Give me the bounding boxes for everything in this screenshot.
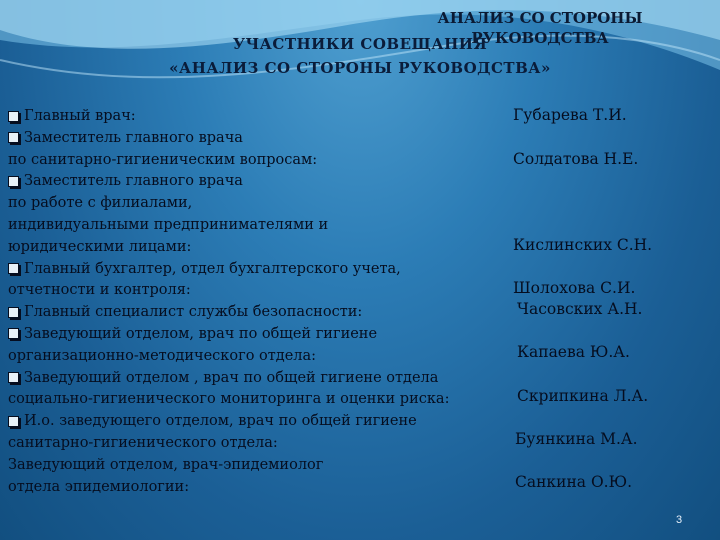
square-bullet-icon <box>8 372 19 383</box>
square-bullet-icon <box>8 263 19 274</box>
role-line: по санитарно-гигиеническим вопросам: <box>8 151 318 168</box>
role-line: санитарно-гигиенического отдела: <box>8 434 278 451</box>
role-line: отчетности и контроля: <box>8 282 191 299</box>
square-bullet-icon <box>8 416 19 427</box>
square-bullet-icon <box>8 176 19 187</box>
square-bullet-icon <box>8 111 19 122</box>
role-line: социально-гигиенического мониторинга и оценки риска: <box>8 391 450 408</box>
role-line: индивидуальными предпринимателями и <box>8 216 329 233</box>
header-right-title: АНАЛИЗ СО СТОРОНЫ РУКОВОДСТВА <box>437 9 643 47</box>
square-bullet-icon <box>8 328 19 339</box>
title-line-1: УЧАСТНИКИ СОВЕЩАНИЯ <box>232 35 488 53</box>
role-line: И.о. заведующего отделом, врач по общей гигиене <box>8 411 508 433</box>
role-line: по работе с филиалами, <box>8 195 193 212</box>
role-line: Заместитель главного врача <box>8 171 508 193</box>
page-title <box>100 32 620 80</box>
role-line: Заведующий отделом, врач по общей гигиене <box>8 324 508 346</box>
participant-name: Скрипкина Л.А. <box>517 387 649 405</box>
square-bullet-icon <box>8 132 19 143</box>
title-line-2: «АНАЛИЗ СО СТОРОНЫ РУКОВОДСТВА» <box>169 59 551 77</box>
participant-name: Часовских А.Н. <box>517 300 643 318</box>
participant-name: Кислинских С.Н. <box>513 236 653 254</box>
role-line: Главный бухгалтер, отдел бухгалтерского учета, <box>8 259 508 281</box>
participant-name: Шолохова С.И. <box>513 279 636 297</box>
participant-name: Капаева Ю.А. <box>517 343 630 361</box>
role-line: Заведующий отделом , врач по общей гигиене отдела <box>8 368 508 390</box>
square-bullet-icon <box>8 307 19 318</box>
participants-roles-list <box>8 106 508 498</box>
participant-name: Санкина О.Ю. <box>515 473 633 491</box>
participant-name: Губарева Т.И. <box>513 106 627 124</box>
participant-name: Солдатова Н.Е. <box>513 150 639 168</box>
role-line: юридическими лицами: <box>8 238 192 255</box>
role-line: организационно-методического отдела: <box>8 347 317 364</box>
participant-name: Буянкина М.А. <box>515 430 638 448</box>
role-line: Заместитель главного врача <box>8 128 508 150</box>
role-line: Заведующий отделом, врач-эпидемиолог <box>8 456 324 473</box>
role-line: отдела эпидемиологии: <box>8 478 190 495</box>
page-number: 3 <box>676 514 683 526</box>
role-line: Главный специалист службы безопасности: <box>8 302 508 324</box>
role-line: Главный врач: <box>8 106 508 128</box>
